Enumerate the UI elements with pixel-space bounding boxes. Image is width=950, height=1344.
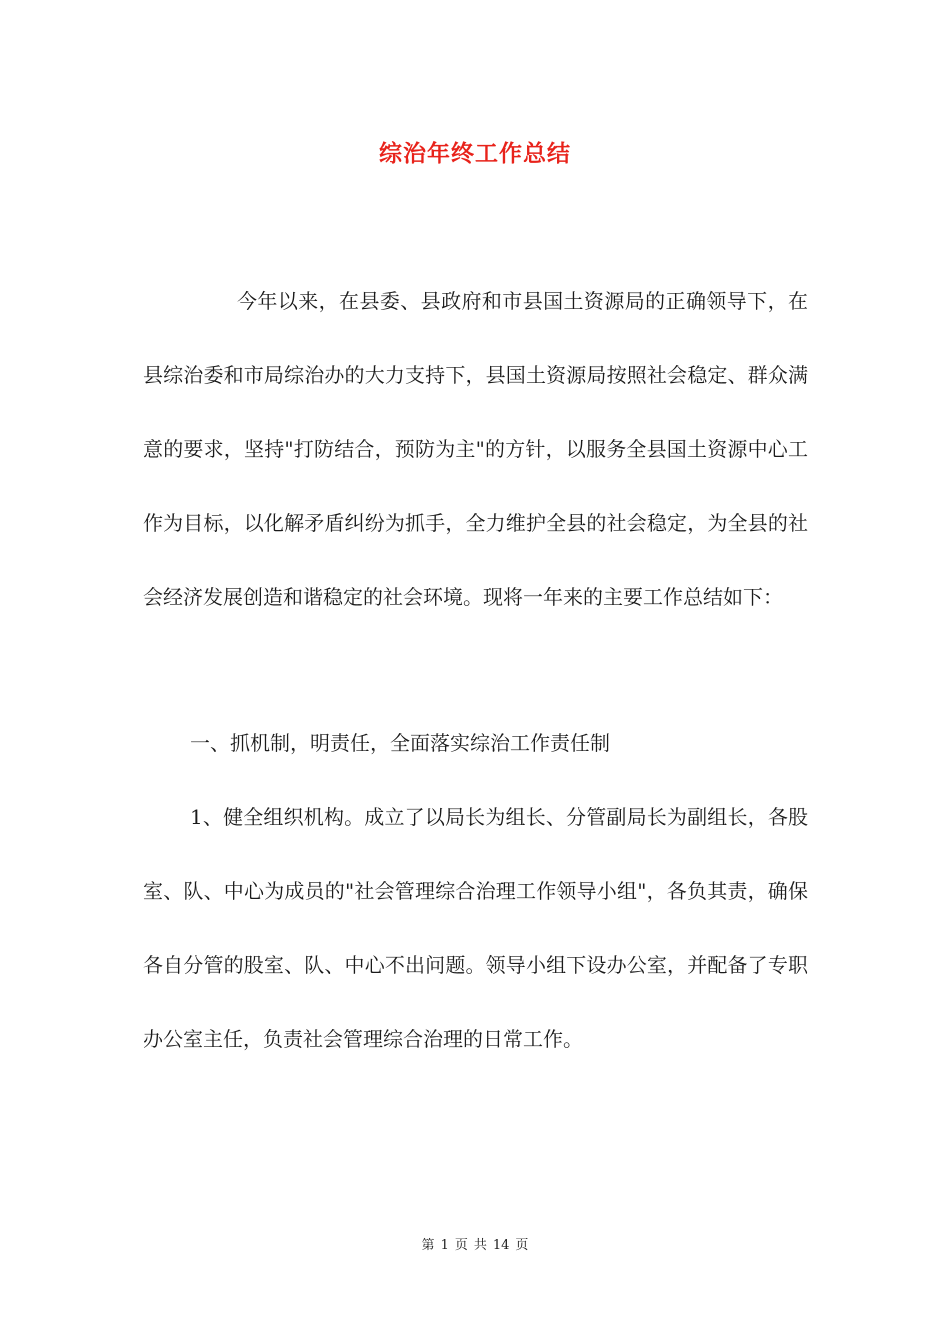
page-number-footer <box>0 1236 950 1256</box>
paragraph-item-1: 1、健全组织机构。成立了以局长为组长、分管副局长为副组长，各股室、队、中心为成员的"社会管理综合治理工作领导小组"，各负其责，确保各自分管的股室、队、中心不出问题。领导小组下设办公室，并配备了专职办公室主任，负责社会管理综合治理的日常工作。 <box>143 805 808 1051</box>
document-title: 综治年终工作总结 <box>379 140 571 167</box>
footer-total-pages: 14 <box>492 1238 510 1253</box>
footer-total-word: 共 <box>473 1238 487 1253</box>
footer-page-word: 页 <box>454 1238 468 1253</box>
section-heading-1: 一、抓机制，明责任，全面落实综治工作责任制 <box>190 731 610 755</box>
footer-prefix: 第 <box>421 1238 435 1253</box>
footer-suffix: 页 <box>515 1238 529 1253</box>
paragraph-intro: 今年以来，在县委、县政府和市县国土资源局的正确领导下，在县综治委和市局综治办的大力支持下，县国土资源局按照社会稳定、群众满意的要求，坚持"打防结合，预防为主"的方针，以服务全县国土资源中心工作为目标，以化解矛盾纠纷为抓手，全力维护全县的社会稳定，为全县的社会经济发展创造和谐稳定的社会环境。现将一年来的主要工作总结如下： <box>143 289 808 609</box>
footer-current-page: 1 <box>440 1238 449 1253</box>
